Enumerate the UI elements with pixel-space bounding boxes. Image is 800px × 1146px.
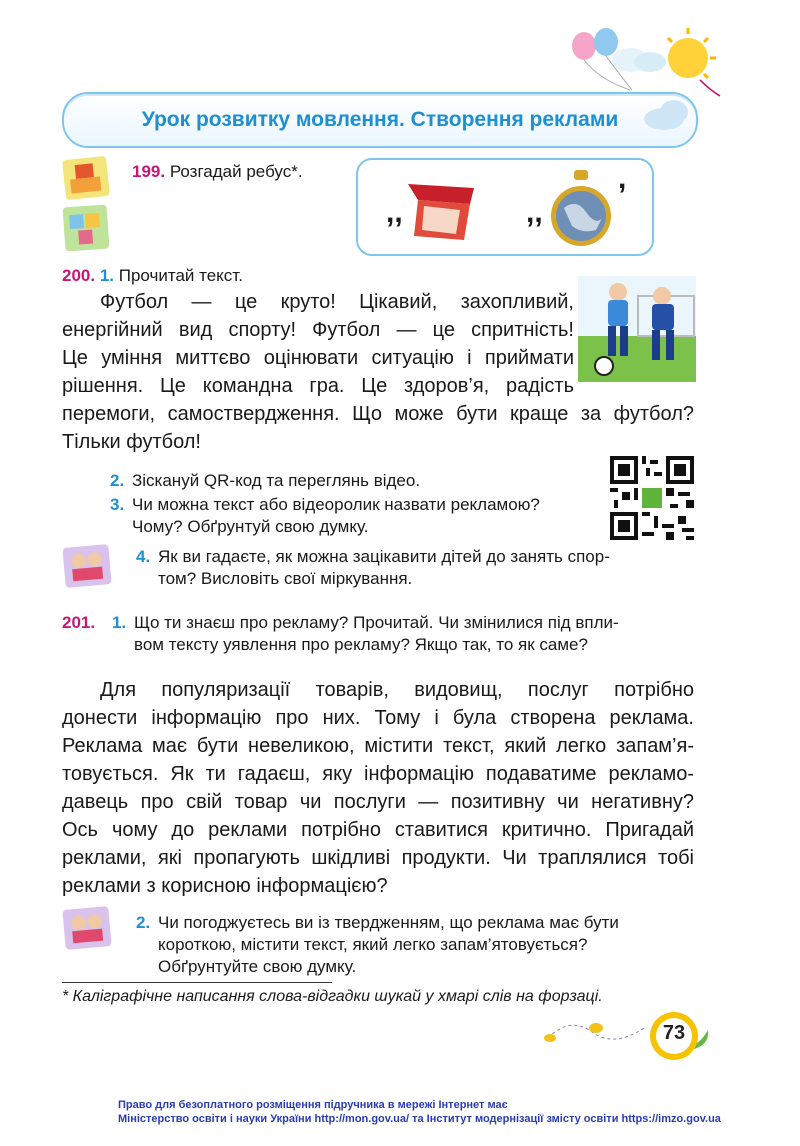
task-text: Чи можна текст або відеоролик назвати рекламою?	[132, 495, 540, 514]
task-text: Як ви гадаєте, як можна зацікавити дітей до занять спор-	[158, 547, 610, 566]
legal-line: Міністерство освіти і науки України http://mon.gov.ua/ та Інститут модернізації змісту освіти https://imzo.gov.ua	[118, 1113, 721, 1125]
exercise-number: 200.	[62, 266, 96, 285]
paragraph-line: Реклама має бути невеликою, містити текст, який легко запам’я-	[62, 735, 694, 757]
paragraph-line: Це уміння миттєво оцінювати ситуацію і приймати	[62, 347, 574, 369]
task-text: короткою, містити текст, який легко запам’ятовується?	[158, 935, 588, 954]
legal-line: Право для безоплатного розміщення підручника в мережі Інтернет має	[118, 1099, 508, 1111]
book-picture	[404, 178, 484, 246]
exercise-201-heading	[62, 612, 702, 656]
exercise-number: 201.	[62, 613, 96, 632]
paragraph-line: Ось чому до реклами потрібно ставитися критично. Пригадай	[62, 819, 694, 841]
balloons-sun-illustration	[570, 20, 730, 100]
task-text: том? Висловіть свої міркування.	[158, 569, 413, 588]
cloud-icon-part	[660, 100, 688, 124]
task-4	[136, 546, 696, 590]
advertising-paragraph	[62, 676, 694, 900]
task-number: 1.	[99, 266, 115, 285]
rebus-comma: ,,	[526, 196, 543, 229]
rebus-comma: ,	[618, 162, 627, 195]
paragraph-line: товується. Як ти гадаєш, яку інформацію подаватиме рекламо-	[62, 763, 694, 785]
children-reading-icon	[62, 906, 111, 950]
paragraph-line: перемоги, самоствердження. Що може бути краще за футбол?	[62, 403, 694, 425]
blocks-icon	[62, 156, 110, 200]
clock-globe-picture	[546, 168, 616, 250]
paragraph-line: донести інформацію про них. Тому і була створена реклама.	[62, 707, 694, 729]
task-text: Чи погоджуєтесь ви із твердженням, що реклама має бути	[158, 913, 619, 932]
task-number: 4.	[136, 547, 151, 566]
bees-decoration	[540, 1012, 650, 1052]
lesson-title: Урок розвитку мовлення. Створення реклами	[141, 108, 619, 131]
abc-cubes-icon	[63, 205, 110, 252]
qr-code[interactable]	[610, 456, 694, 540]
paragraph-line: Тільки футбол!	[62, 431, 201, 453]
task-text: Зіскануй QR-код та переглянь відео.	[132, 471, 421, 490]
paragraph-line: Для популяризації товарів, видовищ, послуг потрібно	[100, 679, 694, 701]
task-text: Що ти знаєш про рекламу? Прочитай. Чи змінилися під впли-	[134, 613, 619, 632]
lesson-title-banner	[62, 92, 698, 148]
exercise-199-heading	[132, 160, 303, 184]
legal-notice	[118, 1098, 721, 1126]
paragraph-line: Футбол — це круто! Цікавий, захопливий,	[100, 291, 574, 313]
task-number: 2.	[110, 471, 125, 490]
footnote-divider	[62, 982, 332, 983]
footnote: * Каліграфічне написання слова-відгадки шукай у хмарі слів на форзаці.	[62, 988, 603, 1005]
task-number: 2.	[136, 913, 151, 932]
exercise-201-task-2	[136, 912, 696, 978]
page-number: 73	[662, 1022, 686, 1044]
task-text: Обґрунтуйте свою думку.	[158, 957, 357, 976]
task-text: вом тексту уявлення про рекламу? Якщо так, то як саме?	[134, 635, 588, 654]
task-text: Чому? Обґрунтуй свою думку.	[132, 517, 369, 536]
exercise-200-heading	[62, 264, 243, 288]
task-number: 3.	[110, 495, 125, 514]
task-number: 1.	[112, 613, 127, 632]
paragraph-line: давець про свій товар чи послуги — позитивну чи негативну?	[62, 791, 694, 813]
rebus-box	[356, 158, 654, 256]
exercise-number: 199.	[132, 162, 166, 181]
paragraph-line: енергійний вид спорту! Футбол — це спритність!	[62, 319, 574, 341]
children-reading-icon	[62, 544, 111, 588]
rebus-comma: ,,	[386, 196, 403, 229]
task-3	[110, 494, 540, 538]
paragraph-line: реклами з корисною інформацією?	[62, 875, 388, 897]
paragraph-line: реклами, які пропагують шкідливі продукти. Чи траплялися тобі	[62, 847, 694, 869]
football-paragraph	[62, 288, 694, 456]
task-2	[110, 470, 420, 492]
paragraph-line: рішення. Це командна гра. Це здоров’я, радість	[62, 375, 574, 397]
task-text: Прочитай текст.	[118, 266, 243, 285]
exercise-text: Розгадай ребус*.	[169, 162, 303, 181]
